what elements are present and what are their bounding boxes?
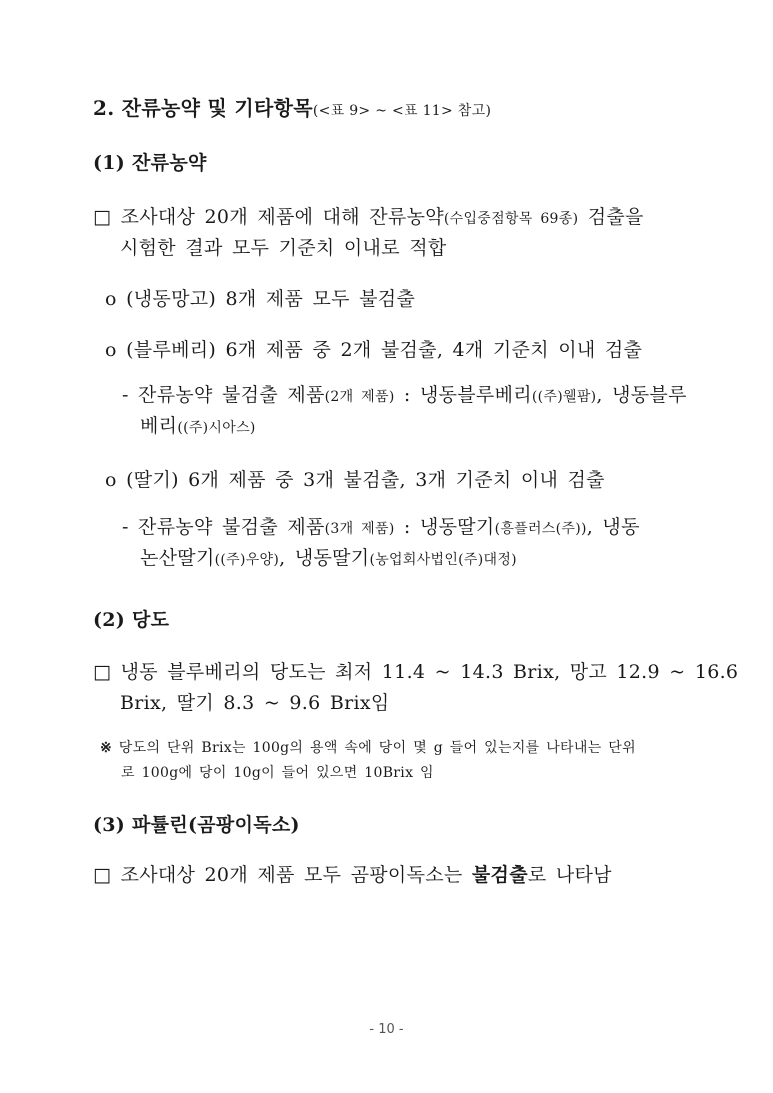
note-mark: ※	[100, 740, 113, 756]
strawberry-detail-product-3: , 냉동딸기	[279, 547, 370, 569]
section-title	[93, 92, 491, 121]
section-title-text: 2. 잔류농약 및 기타항목	[93, 96, 313, 120]
subsection-heading-pesticide: (1) 잔류농약	[93, 152, 207, 174]
blueberry-detail-label: - 잔류농약 불검출 제품	[122, 384, 325, 406]
strawberry-detail-product: : 냉동딸기	[394, 516, 495, 538]
pesticide-summary-tail: 검출을	[578, 206, 644, 228]
patulin-summary	[93, 860, 612, 887]
brix-note-line-2: 로 100g에 당이 10g이 들어 있으면 10Brix 임	[121, 765, 434, 781]
page-number: - 10 -	[369, 1022, 404, 1037]
blueberry-result: ο (블루베리) 6개 제품 중 2개 불검출, 4개 기준치 이내 검출	[105, 339, 643, 361]
blueberry-detail-product: : 냉동블루베리	[394, 384, 532, 406]
brix-note-text-1: 당도의 단위 Brix는 100g의 용액 속에 당이 몇 g 들어 있는지를 나타내는 단위	[118, 740, 636, 756]
pesticide-summary-line-2: 시험한 결과 모두 기준치 이내로 적합	[120, 237, 447, 259]
patulin-summary-tail: 로 나타남	[527, 864, 612, 886]
strawberry-undetected-line-2	[140, 543, 517, 570]
strawberry-detail-maker-3: (농업회사법인(주)대정)	[369, 552, 517, 568]
strawberry-result: ο (딸기) 6개 제품 중 3개 불검출, 3개 기준치 이내 검출	[105, 469, 605, 491]
pesticide-summary-text: □ 조사대상 20개 제품에 대해 잔류농약	[93, 206, 444, 228]
strawberry-detail-count: (3개 제품)	[324, 521, 395, 537]
subsection-heading-sugar: (2) 당도	[93, 609, 170, 631]
strawberry-detail-maker: (흥플러스(주))	[494, 521, 587, 537]
strawberry-detail-product-2-cont: 논산딸기	[140, 547, 215, 569]
subsection-heading-patulin: (3) 파튤린(곰팡이독소)	[93, 814, 300, 836]
section-title-reference: (<표 9> ~ <표 11> 참고)	[312, 103, 492, 119]
strawberry-detail-label: - 잔류농약 불검출 제품	[122, 516, 325, 538]
blueberry-detail-maker-2: ((주)시아스)	[177, 420, 256, 436]
blueberry-detail-product-2-cont: 베리	[140, 415, 178, 437]
sugar-summary-line-2: Brix, 딸기 8.3 ~ 9.6 Brix임	[120, 692, 390, 714]
pesticide-summary-line-1	[93, 202, 644, 229]
blueberry-detail-count: (2개 제품)	[324, 389, 395, 405]
pesticide-summary-note: (수입중점항목 69종)	[443, 211, 579, 227]
blueberry-detail-maker: ((주)웰팜)	[531, 389, 597, 405]
brix-note-line-1	[100, 737, 636, 757]
patulin-summary-emphasis: 불검출	[471, 864, 528, 886]
strawberry-detail-maker-2: ((주)우양)	[214, 552, 280, 568]
sugar-summary-line-1: □ 냉동 블루베리의 당도는 최저 11.4 ~ 14.3 Brix, 망고 12.9 ~ 16.6	[93, 661, 739, 683]
blueberry-undetected-line-1	[122, 380, 687, 407]
blueberry-undetected-line-2	[140, 411, 256, 438]
strawberry-detail-product-2: , 냉동	[586, 516, 640, 538]
blueberry-detail-product-2: , 냉동블루	[596, 384, 687, 406]
patulin-summary-text: □ 조사대상 20개 제품 모두 곰팡이독소는	[93, 864, 472, 886]
mango-result: ο (냉동망고) 8개 제품 모두 불검출	[105, 288, 416, 310]
strawberry-undetected-line-1	[122, 512, 640, 539]
